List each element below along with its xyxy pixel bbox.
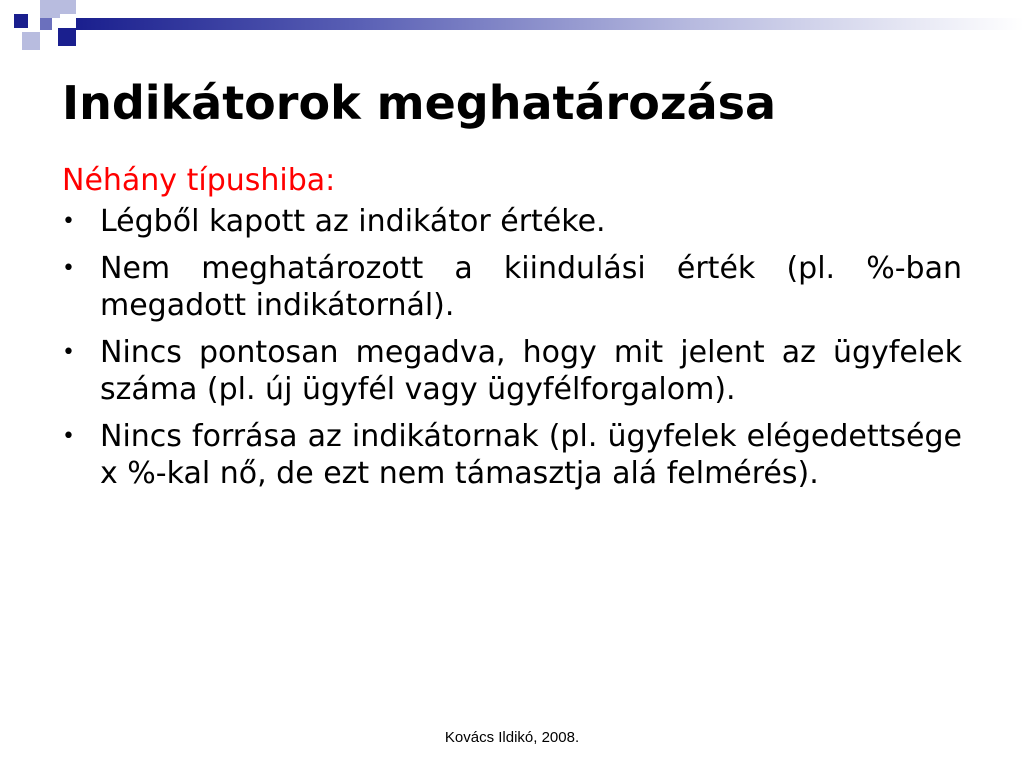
bullet-text: Nincs pontosan megadva, hogy mit jelent az ügyfelek száma (pl. új ügyfél vagy ügyfélforgalom).	[100, 335, 962, 407]
decor-square	[60, 0, 76, 14]
decor-square	[14, 14, 28, 28]
bullet-text: Légből kapott az indikátor értéke.	[100, 204, 606, 239]
corner-decoration	[0, 0, 90, 60]
bullet-text: Nem meghatározott a kiindulási érték (pl. %-ban megadott indikátornál).	[100, 251, 962, 323]
slide-title: Indikátorok meghatározása	[62, 76, 777, 130]
slide-subtitle: Néhány típushiba:	[62, 163, 336, 198]
bullet-text: Nincs forrása az indikátornak (pl. ügyfelek elégedettsége x %-kal nő, de ezt nem támasztja alá felmérés).	[100, 419, 962, 491]
decor-square	[22, 32, 40, 50]
bullet-icon: •	[62, 256, 75, 281]
decor-square	[40, 0, 60, 18]
slide-content	[62, 162, 962, 502]
bullet-item	[62, 203, 962, 240]
decor-square	[40, 18, 52, 30]
bullet-item	[62, 418, 962, 492]
bullet-icon: •	[62, 340, 75, 365]
bullet-icon: •	[62, 209, 75, 234]
bullet-item	[62, 250, 962, 324]
bullet-list	[62, 203, 962, 492]
top-gradient-bar	[76, 18, 1024, 30]
bullet-item	[62, 334, 962, 408]
bullet-icon: •	[62, 424, 75, 449]
decor-square	[58, 28, 76, 46]
slide-footer: Kovács Ildikó, 2008.	[444, 729, 580, 746]
